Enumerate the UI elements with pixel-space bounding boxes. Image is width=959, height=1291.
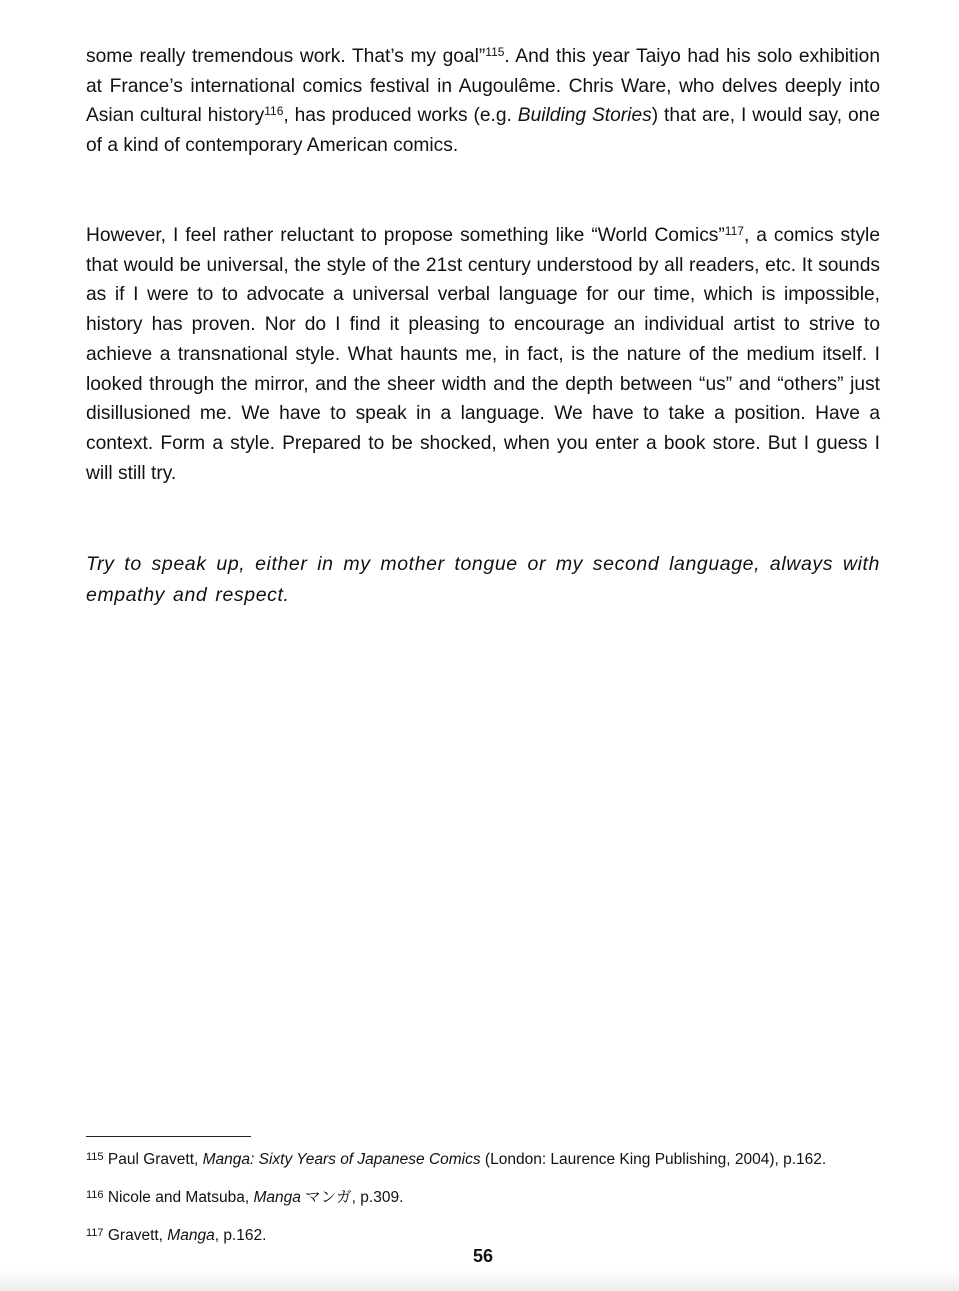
footnote-title: Manga bbox=[253, 1189, 301, 1206]
footnote-text: (London: Laurence King Publishing, 2004), p.162. bbox=[480, 1151, 827, 1168]
italic-closing-statement: Try to speak up, either in my mother tongue or my second language, always with empathy and respect. bbox=[86, 553, 880, 606]
body-paragraph-1 bbox=[86, 42, 880, 161]
body-paragraph-2 bbox=[86, 221, 880, 488]
paragraph-1-text-c: , has produced works (e.g. bbox=[283, 105, 518, 127]
paragraph-2-text-b: , a comics style that would be universal, the style of the 21st century understood by all readers, etc. It sounds as if I were to to advocate a universal verbal language for our time, which is impossible, history has proven. Nor do I find it pleasing to encourage an individual artist to strive to achieve a transnational style. What haunts me, in fact, is the nature of the medium itself. I looked through the mirror, and the sheer width and the depth between “us” and “others” just disillusioned me. We have to speak in a language. We have to take a position. Have a context. Form a style. Prepared to be shocked, when you enter a book store. But I guess I will still try. bbox=[86, 225, 880, 484]
paragraph-1-text-b: . And this year Taiyo had his solo exhibition at France’s international comics festival in Augoulême. Chris Ware, who delves deeply into Asian cultural history bbox=[86, 46, 880, 127]
page-number: 56 bbox=[472, 1246, 494, 1266]
footnote-text: マンガ, p.309. bbox=[300, 1189, 404, 1206]
paragraph-2-text-a: However, I feel rather reluctant to propose something like “World Comics” bbox=[86, 225, 725, 246]
page-bottom-shadow bbox=[0, 1269, 959, 1291]
book-title-building-stories: Building Stories bbox=[517, 105, 652, 127]
footnote-ref-115[interactable]: 115 bbox=[485, 45, 505, 59]
footnote-title: Manga bbox=[167, 1227, 215, 1244]
footnote-divider bbox=[86, 1136, 251, 1137]
footnote-text: Nicole and Matsuba, bbox=[107, 1189, 254, 1206]
paragraph-1-text-d: ) that are, I would say, one of a kind of contemporary American comics. bbox=[86, 105, 880, 157]
footnote-text: Paul Gravett, bbox=[107, 1151, 203, 1168]
footnote-text: , p.162. bbox=[214, 1227, 267, 1244]
footnote-number: 116 bbox=[86, 1189, 104, 1201]
footnote-ref-117[interactable]: 117 bbox=[724, 224, 744, 238]
footnote-116 bbox=[86, 1188, 886, 1208]
footnote-115 bbox=[86, 1150, 886, 1170]
footnote-number: 115 bbox=[86, 1151, 104, 1163]
footnote-ref-116[interactable]: 116 bbox=[264, 104, 284, 119]
paragraph-1-text-a: some really tremendous work. That’s my goal” bbox=[86, 46, 486, 67]
footnote-title: Manga: Sixty Years of Japanese Comics bbox=[202, 1151, 481, 1168]
footnote-text: Gravett, bbox=[107, 1227, 168, 1244]
footnote-117 bbox=[86, 1226, 886, 1246]
footnote-number: 117 bbox=[86, 1227, 104, 1239]
